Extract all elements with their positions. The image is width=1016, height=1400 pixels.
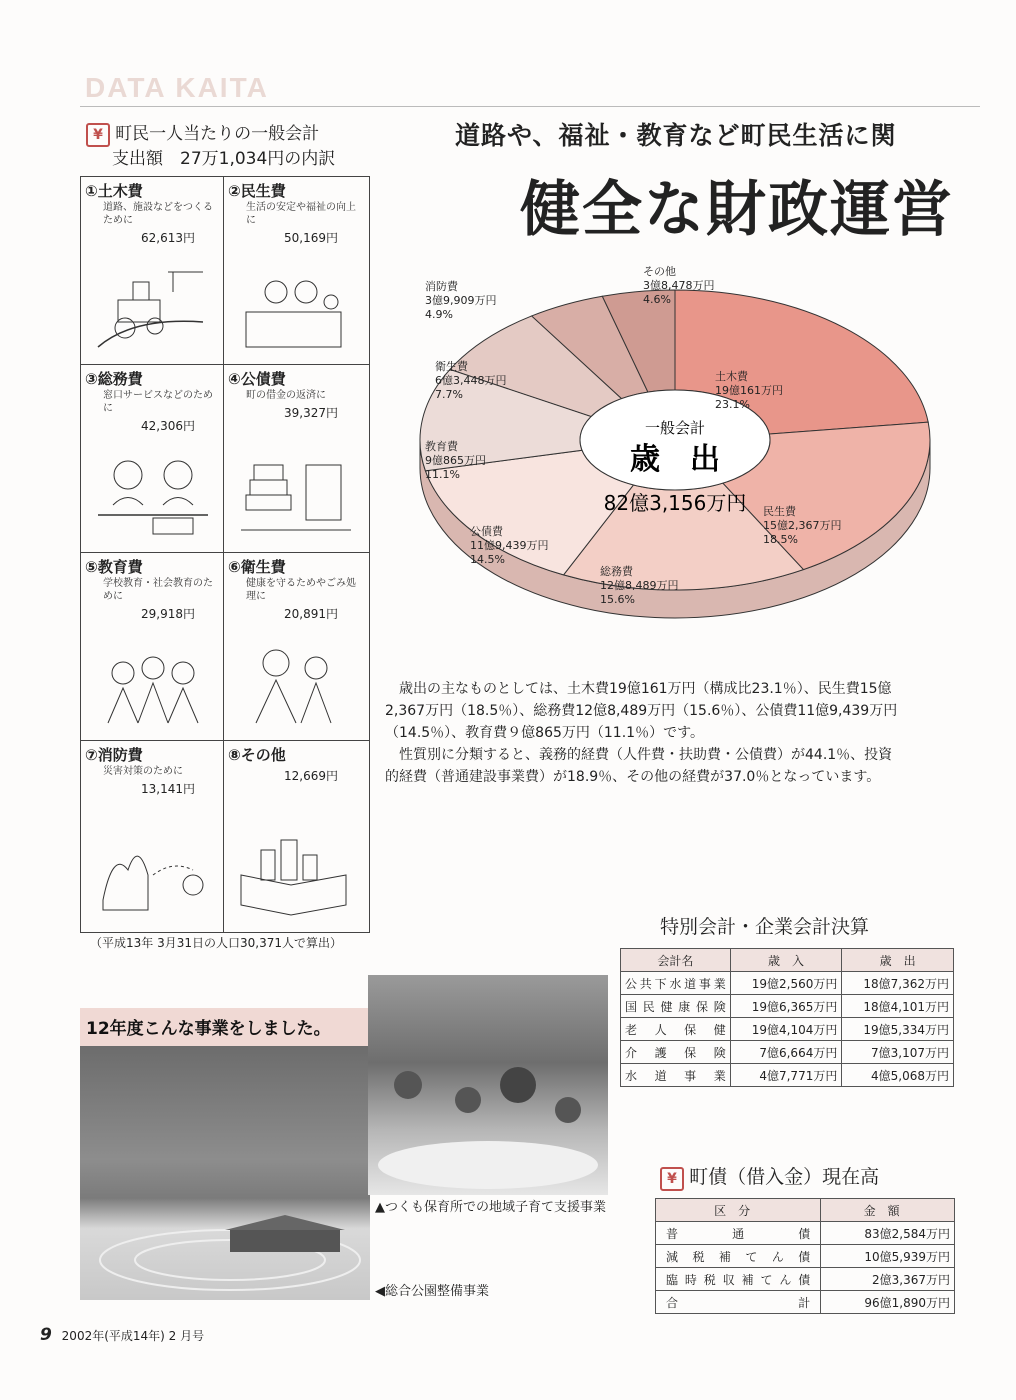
footer bbox=[40, 1325, 204, 1345]
slice-label bbox=[425, 440, 486, 482]
debt-amount: 96億1,890万円 bbox=[821, 1291, 955, 1314]
item-amount: 42,306円 bbox=[141, 419, 195, 433]
slice-label-name: 民生費 bbox=[763, 505, 796, 518]
expenditure-chart bbox=[395, 255, 955, 655]
slice-label bbox=[435, 360, 507, 402]
item-name: ⑦消防費 bbox=[85, 746, 143, 764]
debt-category: 減税補てん債 bbox=[656, 1245, 821, 1268]
yen-icon: ¥ bbox=[86, 123, 110, 147]
item-education bbox=[81, 553, 224, 741]
special-accounts-row bbox=[621, 995, 954, 1018]
donut-center-line1: 一般会計 bbox=[644, 419, 706, 437]
bath-illustration bbox=[236, 262, 354, 354]
body-paragraph-2: 性質別に分類すると、義務的経費（人件費・扶助費・公債費）が44.1％、投資的経費（普通建設事業費）が18.9％、その他の経費が37.0％となっています。 bbox=[385, 747, 893, 785]
item-amount: 50,169円 bbox=[284, 231, 338, 245]
col-revenue: 歳 入 bbox=[730, 949, 842, 972]
account-name: 水道事業 bbox=[621, 1064, 731, 1087]
account-name: 介護保険 bbox=[621, 1041, 731, 1064]
slice-label-amount: 3億8,478万円 bbox=[643, 279, 715, 292]
item-desc: 学校教育・社会教育のために bbox=[103, 578, 213, 602]
special-accounts-row bbox=[621, 1041, 954, 1064]
account-name: 老人保健 bbox=[621, 1018, 731, 1041]
slice-label-name: 公債費 bbox=[470, 525, 503, 538]
account-name: 公共下水道事業 bbox=[621, 972, 731, 995]
item-amount: 29,918円 bbox=[141, 607, 195, 621]
special-accounts-row bbox=[621, 1064, 954, 1087]
col-category: 区分 bbox=[656, 1199, 821, 1222]
per-capita-grid bbox=[80, 176, 370, 933]
slice-label-amount: 15億2,367万円 bbox=[763, 519, 842, 532]
col-expenditure: 歳 出 bbox=[842, 949, 954, 972]
item-name: ⑤教育費 bbox=[85, 558, 143, 576]
per-capita-heading bbox=[86, 122, 335, 171]
revenue-value: 19億4,104万円 bbox=[730, 1018, 842, 1041]
revenue-value: 19億6,365万円 bbox=[730, 995, 842, 1018]
debt-amount: 83億2,584万円 bbox=[821, 1222, 955, 1245]
slice-label-amount: 6億3,448万円 bbox=[435, 374, 507, 387]
slice-label-amount: 11億9,439万円 bbox=[470, 539, 549, 552]
expenditure-value: 7億3,107万円 bbox=[842, 1041, 954, 1064]
slice-label-name: その他 bbox=[643, 265, 676, 278]
item-amount: 12,669円 bbox=[284, 769, 338, 783]
debt-table bbox=[655, 1198, 955, 1314]
bank-illustration bbox=[236, 450, 354, 542]
revenue-value: 7億6,664万円 bbox=[730, 1041, 842, 1064]
projects-banner bbox=[80, 1008, 370, 1046]
donut-center-line2: 歳 出 bbox=[630, 442, 720, 477]
page-number: 9 bbox=[40, 1325, 52, 1345]
revenue-value: 19億2,560万円 bbox=[730, 972, 842, 995]
item-name: ③総務費 bbox=[85, 370, 143, 388]
body-paragraph-1: 歳出の主なものとしては、土木費19億161万円（構成比23.1％）、民生費15億2,367万円（18.5％）、総務費12億8,489万円（15.6％）、公債費11億9,439万円（14.5％）、教育費９億865万円（11.1％）です。 bbox=[385, 681, 898, 741]
per-capita-title-2: 支出額 27万1,034円の内訳 bbox=[112, 148, 336, 169]
projects-banner-text: 12年度こんな事業をしました。 bbox=[86, 1019, 331, 1039]
debt-title: 町債（借入金）現在高 bbox=[689, 1166, 880, 1188]
yen-icon: ¥ bbox=[660, 1167, 684, 1191]
slice-label-name: 衛生費 bbox=[435, 360, 468, 373]
item-desc: 道路、施設などをつくるために bbox=[103, 202, 213, 226]
slice-label bbox=[763, 505, 842, 547]
slice-label-percent-label: 4.9% bbox=[425, 308, 453, 321]
firefighting-illustration bbox=[93, 830, 211, 922]
body-text bbox=[385, 678, 905, 788]
slice-label-name: 総務費 bbox=[600, 565, 633, 578]
revenue-value: 4億7,771万円 bbox=[730, 1064, 842, 1087]
slice-label-name: 消防費 bbox=[425, 280, 458, 293]
slice-label-percent-label: 23.1% bbox=[715, 398, 750, 411]
special-accounts-row bbox=[621, 972, 954, 995]
slice-label bbox=[600, 565, 679, 607]
road-roller-illustration bbox=[93, 262, 211, 354]
slice-label-amount: 12億8,489万円 bbox=[600, 579, 679, 592]
debt-category: 臨時税収補てん債 bbox=[656, 1268, 821, 1291]
debt-category: 合計 bbox=[656, 1291, 821, 1314]
item-name: ⑧その他 bbox=[228, 746, 286, 764]
debt-row bbox=[656, 1245, 955, 1268]
slice-label-name: 土木費 bbox=[715, 370, 748, 383]
debt-amount: 2億3,367万円 bbox=[821, 1268, 955, 1291]
top-rule bbox=[80, 106, 980, 107]
slice-label-percent-label: 11.1% bbox=[425, 468, 460, 481]
bleed-title: DATA KAITA bbox=[85, 72, 269, 103]
park-photo-drawing bbox=[80, 1045, 370, 1300]
item-health bbox=[224, 553, 369, 741]
nursery-caption: ▲つくも保育所での地域子育て支援事業 bbox=[375, 1200, 606, 1215]
slice-label-amount: 3億9,909万円 bbox=[425, 294, 497, 307]
item-other bbox=[224, 741, 369, 932]
headline-main: 健全な財政運営 bbox=[520, 175, 954, 245]
special-accounts-row bbox=[621, 1018, 954, 1041]
expenditure-value: 18億4,101万円 bbox=[842, 995, 954, 1018]
debt-amount: 10億5,939万円 bbox=[821, 1245, 955, 1268]
special-accounts-table bbox=[620, 948, 954, 1087]
item-desc: 健康を守るためやごみ処理に bbox=[246, 578, 356, 602]
expenditure-value: 19億5,334万円 bbox=[842, 1018, 954, 1041]
slice-label-percent-label: 7.7% bbox=[435, 388, 463, 401]
per-capita-title-1: 町民一人当たりの一般会計 bbox=[115, 124, 320, 144]
slice-label bbox=[715, 370, 783, 412]
population-note: （平成13年 3月31日の人口30,371人で算出） bbox=[90, 936, 342, 950]
item-civil-engineering bbox=[81, 177, 224, 365]
nursery-photo-drawing bbox=[368, 975, 608, 1195]
special-accounts-title: 特別会計・企業会計決算 bbox=[660, 916, 870, 938]
slice-label bbox=[470, 525, 549, 567]
item-desc: 災害対策のために bbox=[103, 766, 183, 777]
col-account: 会計名 bbox=[621, 949, 731, 972]
headline-sub: 道路や、福祉・教育など町民生活に関 bbox=[455, 121, 897, 150]
debt-category: 普通債 bbox=[656, 1222, 821, 1245]
debt-row bbox=[656, 1268, 955, 1291]
item-welfare bbox=[224, 177, 369, 365]
item-name: ④公債費 bbox=[228, 370, 286, 388]
counter-illustration bbox=[93, 450, 211, 542]
slice-label-percent-label: 14.5% bbox=[470, 553, 505, 566]
item-name: ②民生費 bbox=[228, 182, 286, 200]
slice-label bbox=[425, 280, 497, 322]
item-fire-defense bbox=[81, 741, 224, 932]
nursery-photo bbox=[368, 975, 608, 1195]
children-illustration bbox=[93, 638, 211, 730]
col-amount: 金額 bbox=[821, 1199, 955, 1222]
item-desc: 町の借金の返済に bbox=[246, 390, 326, 401]
item-public-debt bbox=[224, 365, 369, 553]
park-photo bbox=[80, 1045, 370, 1300]
item-desc: 生活の安定や福祉の向上に bbox=[246, 202, 356, 226]
slice-label bbox=[643, 265, 715, 307]
town-book-illustration bbox=[236, 830, 354, 922]
slice-label-amount: 9億865万円 bbox=[425, 454, 486, 467]
expenditure-value: 18億7,362万円 bbox=[842, 972, 954, 995]
slice-label-percent-label: 15.6% bbox=[600, 593, 635, 606]
item-name: ⑥衛生費 bbox=[228, 558, 286, 576]
account-name: 国民健康保険 bbox=[621, 995, 731, 1018]
debt-heading bbox=[660, 1162, 879, 1191]
slice-label-amount: 19億161万円 bbox=[715, 384, 783, 397]
expenditure-value: 4億5,068万円 bbox=[842, 1064, 954, 1087]
item-name: ①土木費 bbox=[85, 182, 143, 200]
slice-label-name: 教育費 bbox=[425, 440, 458, 453]
slice-label-percent-label: 4.6% bbox=[643, 293, 671, 306]
item-amount: 13,141円 bbox=[141, 782, 195, 796]
item-amount: 20,891円 bbox=[284, 607, 338, 621]
park-caption: ◀総合公園整備事業 bbox=[375, 1284, 489, 1299]
debt-row bbox=[656, 1222, 955, 1245]
item-general-affairs bbox=[81, 365, 224, 553]
item-desc: 窓口サービスなどのために bbox=[103, 390, 213, 414]
issue-date: 2002年(平成14年) 2 月号 bbox=[61, 1329, 205, 1343]
slice-label-percent-label: 18.5% bbox=[763, 533, 798, 546]
item-amount: 39,327円 bbox=[284, 406, 338, 420]
doctor-illustration bbox=[236, 638, 354, 730]
donut-center-line3: 82億3,156万円 bbox=[603, 491, 747, 515]
debt-row bbox=[656, 1291, 955, 1314]
item-amount: 62,613円 bbox=[141, 231, 195, 245]
